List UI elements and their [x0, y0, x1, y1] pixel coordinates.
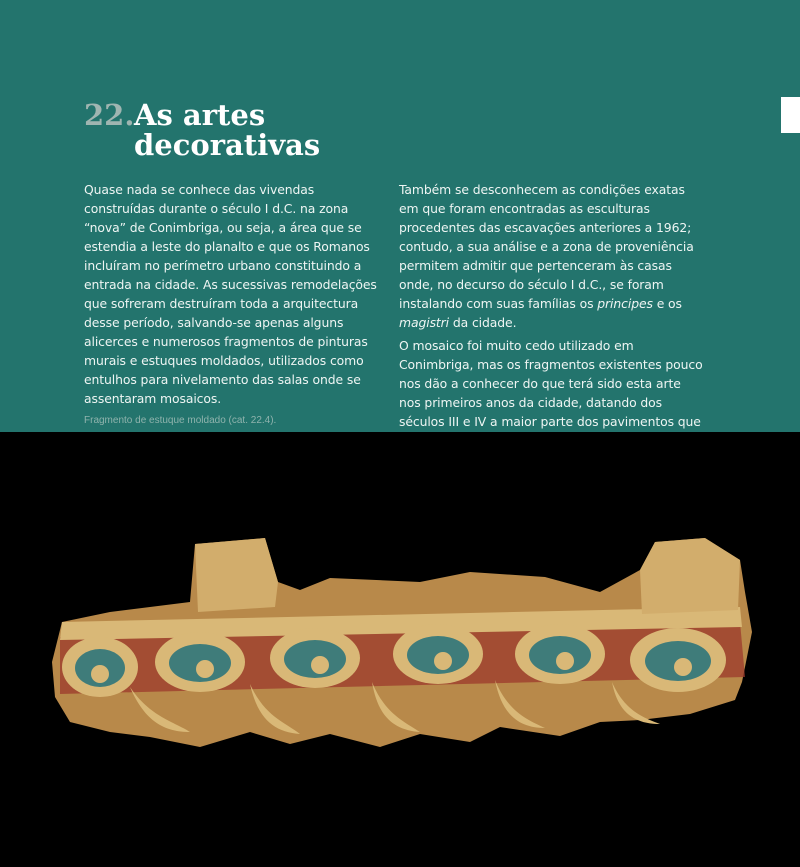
- scroll-5: [515, 624, 605, 684]
- page-tab-marker: [781, 97, 800, 133]
- p1-text-middle: e os: [652, 296, 682, 311]
- p1-term-magistri: magistri: [399, 315, 450, 330]
- p1-text-end: da cidade.: [449, 315, 517, 330]
- left-column-paragraph: Quase nada se conhece das vivendas construídas durante o século I d.C. na zona “nova” de Conimbriga, ou seja, a área que se estendia a leste do planalto e que os Romanos incluíram no perímetro urbano constituindo a entrada na cidade. As sucessivas remodelações que sofreram destruíram toda a arquitectura desse período, salvando-se apenas alguns alicerces e numerosos fragmentos de pinturas murais e estuques moldados, utilizados como entulhos para nivelamento das salas onde se assentaram mosaicos.: [84, 182, 377, 406]
- right-column-paragraph-1: [399, 180, 704, 332]
- left-block: [195, 538, 278, 612]
- right-column-paragraph-2: O mosaico foi muito cedo utilizado em Conimbriga, mas os fragmentos existentes pouco nos dão a conhecer do que terá sido esta arte nos primeiros anos da cidade, datando dos séculos III e IV a maior parte dos pavimentos que: [399, 338, 703, 429]
- right-block: [640, 538, 740, 614]
- header-band: [0, 0, 800, 432]
- left-column: [84, 180, 379, 408]
- section-number: 22.: [84, 98, 135, 132]
- section-title-line-2: decorativas: [134, 128, 321, 162]
- p1-text-start: Também se desconhecem as condições exatas em que foram encontradas as esculturas procedentes das escavações anteriores a 1962; contudo, a sua análise e a zona de proveniência permitem admitir que pertenceram às casas onde, no decurso do século I d.C., se foram instalando com suas famílias os: [399, 182, 694, 311]
- right-column: [399, 180, 704, 450]
- scroll-2: [155, 632, 245, 692]
- scroll-4: [393, 624, 483, 684]
- scroll-3: [270, 628, 360, 688]
- section-title: [134, 100, 434, 160]
- scroll-6: [630, 628, 726, 692]
- photo-caption: Fragmento de estuque moldado (cat. 22.4).: [84, 415, 277, 426]
- scroll-1: [62, 637, 138, 697]
- section-title-line-1: As artes: [134, 98, 266, 132]
- stucco-fragment-illustration: [0, 432, 800, 867]
- p1-term-principes: principes: [597, 296, 653, 311]
- stucco-fragment-photo: [0, 432, 800, 867]
